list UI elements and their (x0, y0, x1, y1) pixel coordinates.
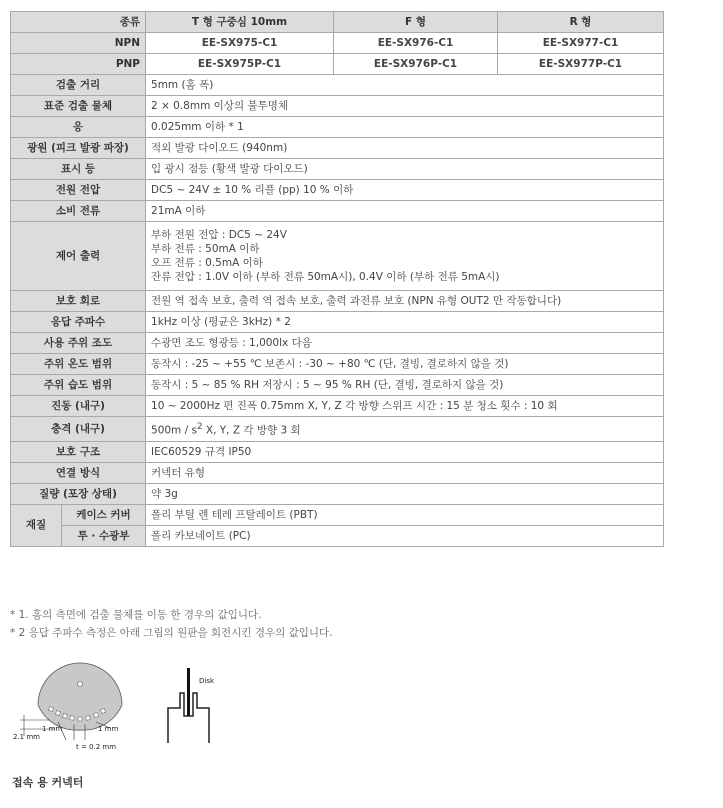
spec-label: 충격 (내구) (11, 417, 146, 442)
spec-value: 전원 역 접속 보호, 출력 역 접속 보호, 출력 과전류 보호 (NPN 유형 OUT2 만 작동합니다) (146, 291, 664, 312)
spec-value: 커넥터 유형 (146, 463, 664, 484)
table-row (11, 333, 664, 354)
dim-b-label: 1 mm (98, 725, 119, 733)
case-label: 케이스 커버 (62, 505, 146, 526)
sensor-diagram (168, 668, 215, 743)
control-line: 부하 전류 : 50mA 이하 (151, 243, 260, 255)
disk-diagram (13, 663, 122, 751)
model-npn-t: EE-SX975-C1 (146, 33, 334, 54)
table-row (11, 12, 664, 33)
spec-label: 전원 전압 (11, 180, 146, 201)
spec-label: 사용 주위 조도 (11, 333, 146, 354)
table-row (11, 54, 664, 75)
column-header-r: R 형 (498, 12, 664, 33)
table-row (11, 291, 664, 312)
footnote-1: * 1. 홈의 측면에 검출 물체를 이동 한 경우의 값입니다. (10, 609, 262, 621)
table-row (11, 375, 664, 396)
spec-value: 0.025mm 이하 * 1 (146, 117, 664, 138)
footnote-2: * 2 응답 주파수 측정은 아래 그림의 원판을 회전시킨 경우의 값입니다. (10, 627, 333, 639)
lens-value: 폴리 카보네이트 (PC) (146, 526, 664, 547)
table-row (11, 180, 664, 201)
shock-post: X, Y, Z 각 방향 3 회 (202, 424, 301, 437)
column-header-f: F 형 (334, 12, 498, 33)
table-row (11, 417, 664, 442)
table-row (11, 33, 664, 54)
footnotes (10, 606, 333, 642)
spec-value: 10 ~ 2000Hz 편 진폭 0.75mm X, Y, Z 각 방향 스위프 시간 : 15 분 청소 횟수 : 10 회 (146, 396, 664, 417)
spec-label: 검출 거리 (11, 75, 146, 96)
spec-label: 제어 출력 (11, 222, 146, 291)
measurement-figure (0, 660, 240, 760)
control-line: 부하 전원 전압 : DC5 ~ 24V (151, 229, 287, 241)
table-row (11, 354, 664, 375)
table-row (11, 505, 664, 526)
dim-a-label: 1 mm (42, 725, 63, 733)
spec-label: 소비 전류 (11, 201, 146, 222)
spec-value: 2 × 0.8mm 이상의 불투명체 (146, 96, 664, 117)
shock-pre: 500m / s (151, 424, 197, 437)
npn-label: NPN (11, 33, 146, 54)
spec-label: 진동 (내구) (11, 396, 146, 417)
spec-value: 입 광시 점등 (황색 발광 다이오드) (146, 159, 664, 180)
pnp-label: PNP (11, 54, 146, 75)
spec-value: 21mA 이하 (146, 201, 664, 222)
spec-value: 1kHz 이상 (평균은 3kHz) * 2 (146, 312, 664, 333)
table-row (11, 312, 664, 333)
table-row (11, 159, 664, 180)
model-npn-r: EE-SX977-C1 (498, 33, 664, 54)
spec-label: 광원 (피크 발광 파장) (11, 138, 146, 159)
spec-value: 동작시 : -25 ~ +55 ℃ 보존시 : -30 ~ +80 ℃ (단, 결빙, 결로하지 않을 것) (146, 354, 664, 375)
spec-label: 주위 습도 범위 (11, 375, 146, 396)
disk-label: Disk (199, 677, 215, 685)
spec-value: 적외 발광 다이오드 (940nm) (146, 138, 664, 159)
table-row (11, 484, 664, 505)
table-row (11, 396, 664, 417)
material-label: 재질 (11, 505, 62, 547)
table-row (11, 463, 664, 484)
table-row (11, 201, 664, 222)
spec-value (146, 222, 664, 291)
spec-label: 보호 구조 (11, 442, 146, 463)
spec-value: 수광면 조도 형광등 : 1,000lx 다음 (146, 333, 664, 354)
spec-value: IEC60529 규격 IP50 (146, 442, 664, 463)
table-row (11, 96, 664, 117)
table-row (11, 117, 664, 138)
column-header-t: T 형 구중심 10mm (146, 12, 334, 33)
spec-label: 표시 등 (11, 159, 146, 180)
spec-label: 연결 방식 (11, 463, 146, 484)
lens-label: 투 · 수광부 (62, 526, 146, 547)
dim-t-label: t = 0.2 mm (76, 743, 117, 751)
spec-value: 5mm (홈 폭) (146, 75, 664, 96)
model-pnp-f: EE-SX976P-C1 (334, 54, 498, 75)
spec-label: 주위 온도 범위 (11, 354, 146, 375)
control-line: 잔류 전압 : 1.0V 이하 (부하 전류 50mA시), 0.4V 이하 (부하 전류 5mA시) (151, 271, 500, 283)
type-label: 종류 (11, 12, 146, 33)
spec-label: 보호 회로 (11, 291, 146, 312)
model-pnp-r: EE-SX977P-C1 (498, 54, 664, 75)
spec-value: 약 3g (146, 484, 664, 505)
spec-value: 동작시 : 5 ~ 85 % RH 저장시 : 5 ~ 95 % RH (단, 결빙, 결로하지 않을 것) (146, 375, 664, 396)
connector-section-title: 접속 용 커넥터 (12, 776, 84, 789)
table-row (11, 526, 664, 547)
spec-label: 응답 주파수 (11, 312, 146, 333)
spec-label: 표준 검출 물체 (11, 96, 146, 117)
table-row (11, 138, 664, 159)
dim-c-label: 2.1 mm (13, 733, 40, 741)
control-line: 오프 전류 : 0.5mA 이하 (151, 257, 263, 269)
model-npn-f: EE-SX976-C1 (334, 33, 498, 54)
spec-table (10, 11, 664, 547)
table-row (11, 222, 664, 291)
shock-sup: 2 (196, 421, 203, 432)
spec-value (146, 417, 664, 442)
spec-value: DC5 ~ 24V ± 10 % 리플 (pp) 10 % 이하 (146, 180, 664, 201)
table-row (11, 442, 664, 463)
case-value: 폴리 부틸 렌 테레 프탈레이트 (PBT) (146, 505, 664, 526)
table-row (11, 75, 664, 96)
model-pnp-t: EE-SX975P-C1 (146, 54, 334, 75)
spec-label: 질량 (포장 상태) (11, 484, 146, 505)
spec-label: 응 (11, 117, 146, 138)
